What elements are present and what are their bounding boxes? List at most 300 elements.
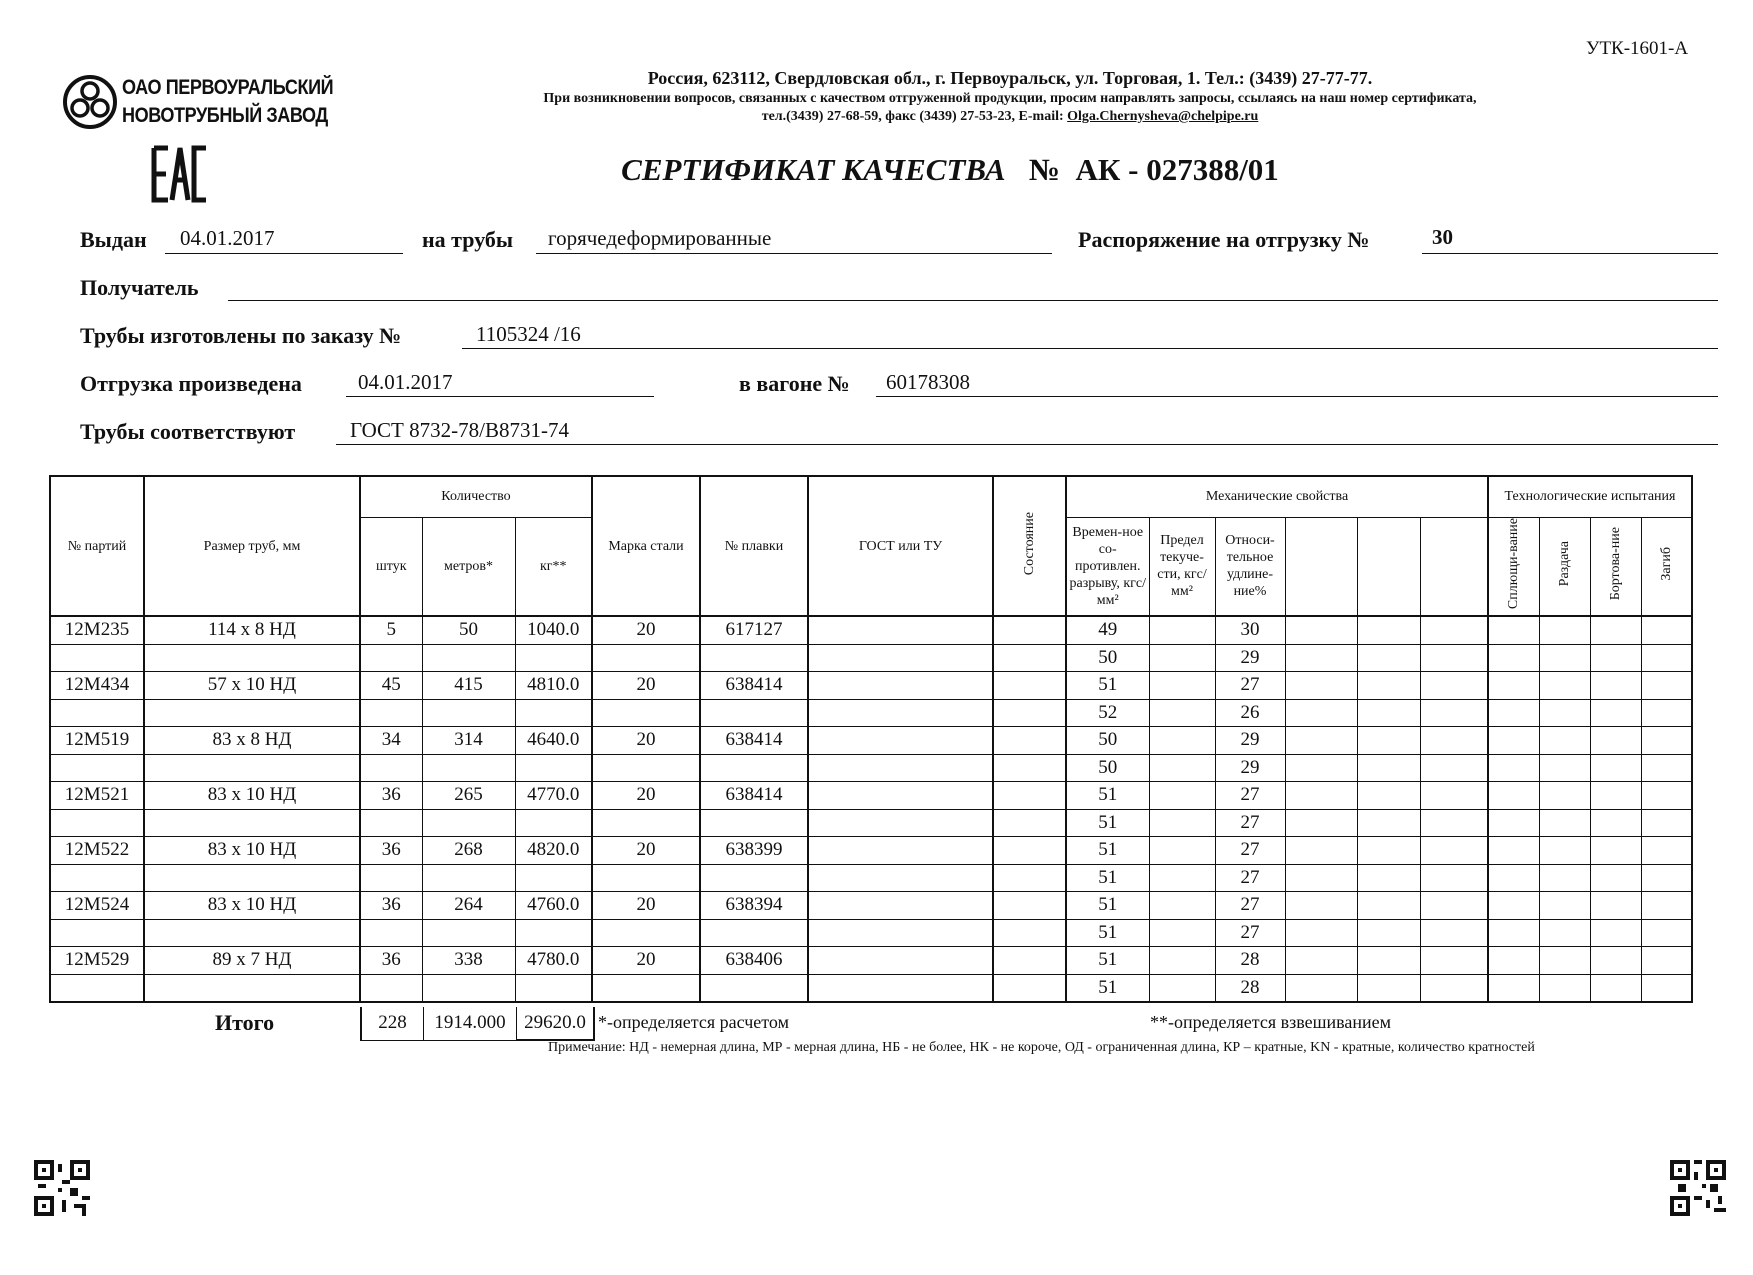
cell-expansion (1539, 892, 1590, 920)
cell-expansion (1539, 672, 1590, 700)
cell-bend (1641, 727, 1692, 755)
cell-size: 57 х 10 НД (144, 672, 360, 700)
cell-kg (515, 644, 592, 672)
cell-state (993, 809, 1066, 837)
cell-tensile: 51 (1066, 892, 1149, 920)
cell-mech-empty (1420, 644, 1488, 672)
total-meters: 1914.000 (424, 1007, 517, 1040)
cell-heat (700, 644, 808, 672)
header-flanging (1590, 517, 1641, 616)
cell-heat (700, 699, 808, 727)
cell-elongation: 28 (1215, 947, 1285, 975)
cell-gost (808, 892, 993, 920)
cell-mech-empty (1285, 727, 1357, 755)
shipment-date-value: 04.01.2017 (358, 370, 453, 394)
cell-heat (700, 809, 808, 837)
shipment-date-underline (346, 396, 654, 397)
cell-yield (1149, 919, 1215, 947)
certificate-number-sign: № (1028, 152, 1060, 187)
table-row (50, 699, 1692, 727)
cell-expansion (1539, 727, 1590, 755)
cell-mech-empty (1285, 782, 1357, 810)
table-row (50, 864, 1692, 892)
cell-batch: 12М519 (50, 727, 144, 755)
cell-mech-empty (1420, 782, 1488, 810)
header-bend (1641, 517, 1692, 616)
cell-expansion (1539, 699, 1590, 727)
issued-value: 04.01.2017 (180, 226, 275, 250)
cell-mech-empty (1285, 754, 1357, 782)
cell-state (993, 974, 1066, 1002)
cell-flanging (1590, 864, 1641, 892)
cell-bend (1641, 892, 1692, 920)
cell-yield (1149, 837, 1215, 865)
cell-batch: 12М235 (50, 616, 144, 644)
table-row (50, 616, 1692, 644)
cell-pcs (360, 644, 422, 672)
cell-flanging (1590, 782, 1641, 810)
cell-yield (1149, 864, 1215, 892)
cell-flattening (1488, 727, 1539, 755)
cell-pcs: 36 (360, 947, 422, 975)
contact-phones: тел.(3439) 27-68-59, факс (3439) 27-53-23, E-mail: (761, 109, 1068, 124)
cell-mech-empty (1420, 727, 1488, 755)
cell-bend (1641, 754, 1692, 782)
issued-underline (165, 253, 403, 254)
cell-mech-empty (1420, 616, 1488, 644)
cell-expansion (1539, 974, 1590, 1002)
cell-mech-empty (1285, 919, 1357, 947)
header-bend-text: Загиб (1658, 546, 1674, 581)
cell-pcs (360, 974, 422, 1002)
cell-gost (808, 974, 993, 1002)
header-tensile: Времен-ное со-противлен. разрыву, кгс/мм² (1066, 517, 1149, 616)
cell-size: 114 х 8 НД (144, 616, 360, 644)
cell-steel (592, 974, 700, 1002)
cell-heat: 638414 (700, 727, 808, 755)
table-row (50, 892, 1692, 920)
cell-elongation: 30 (1215, 616, 1285, 644)
cell-bend (1641, 947, 1692, 975)
cell-bend (1641, 616, 1692, 644)
cell-flanging (1590, 919, 1641, 947)
cell-flanging (1590, 837, 1641, 865)
cell-state (993, 892, 1066, 920)
table-row (50, 754, 1692, 782)
cell-elongation: 27 (1215, 837, 1285, 865)
cell-elongation: 27 (1215, 919, 1285, 947)
cell-mech-empty (1285, 672, 1357, 700)
cell-expansion (1539, 754, 1590, 782)
cell-mech-empty (1357, 754, 1420, 782)
cell-tensile: 51 (1066, 864, 1149, 892)
cell-mech-empty (1285, 699, 1357, 727)
cell-yield (1149, 782, 1215, 810)
cell-mech-empty (1357, 782, 1420, 810)
cell-heat: 638414 (700, 782, 808, 810)
cell-bend (1641, 809, 1692, 837)
cell-elongation: 27 (1215, 672, 1285, 700)
cell-steel (592, 864, 700, 892)
cell-mech-empty (1285, 974, 1357, 1002)
cell-batch: 12М522 (50, 837, 144, 865)
cell-heat: 638399 (700, 837, 808, 865)
cell-bend (1641, 699, 1692, 727)
cell-yield (1149, 644, 1215, 672)
cell-mech-empty (1285, 837, 1357, 865)
contact-phone-line (360, 109, 1660, 125)
cell-size (144, 809, 360, 837)
cell-yield (1149, 699, 1215, 727)
cell-steel: 20 (592, 782, 700, 810)
cell-batch: 12М434 (50, 672, 144, 700)
cell-elongation: 27 (1215, 782, 1285, 810)
cell-bend (1641, 864, 1692, 892)
cell-flattening (1488, 864, 1539, 892)
cell-pcs: 45 (360, 672, 422, 700)
cell-flanging (1590, 644, 1641, 672)
cell-flattening (1488, 809, 1539, 837)
cell-gost (808, 837, 993, 865)
cell-pcs: 5 (360, 616, 422, 644)
cell-bend (1641, 644, 1692, 672)
cell-pcs (360, 699, 422, 727)
cell-flattening (1488, 644, 1539, 672)
pipes-value: горячедеформированные (548, 226, 772, 250)
cell-bend (1641, 919, 1692, 947)
header-expansion-text: Раздача (1557, 541, 1572, 587)
cell-tensile: 51 (1066, 837, 1149, 865)
cell-yield (1149, 754, 1215, 782)
cell-tensile: 50 (1066, 754, 1149, 782)
company-logo-icon (62, 74, 118, 130)
company-name-line2: НОВОТРУБНЫЙ ЗАВОД (122, 104, 328, 127)
cell-elongation: 27 (1215, 892, 1285, 920)
cell-mech-empty (1285, 892, 1357, 920)
pipes-underline (536, 253, 1052, 254)
cell-mech-empty (1285, 864, 1357, 892)
header-size: Размер труб, мм (144, 476, 360, 616)
wagon-label: в вагоне № (739, 371, 850, 396)
cell-batch (50, 699, 144, 727)
cell-tensile: 51 (1066, 974, 1149, 1002)
cell-meters (422, 974, 515, 1002)
cell-mech-empty (1357, 672, 1420, 700)
cell-meters: 415 (422, 672, 515, 700)
issued-label: Выдан (80, 227, 147, 252)
cell-tensile: 51 (1066, 919, 1149, 947)
made-by-order-underline (462, 348, 1718, 349)
cell-state (993, 644, 1066, 672)
cell-pcs: 36 (360, 837, 422, 865)
cell-meters: 265 (422, 782, 515, 810)
cell-elongation: 26 (1215, 699, 1285, 727)
contact-email-link[interactable]: Olga.Chernysheva@chelpipe.ru (1067, 109, 1259, 124)
cell-state (993, 699, 1066, 727)
header-flattening (1488, 517, 1539, 616)
cell-flattening (1488, 754, 1539, 782)
header-state-text: Состояние (1022, 511, 1037, 576)
cell-tensile: 52 (1066, 699, 1149, 727)
header-mech-empty-3 (1420, 517, 1488, 616)
cell-tensile: 49 (1066, 616, 1149, 644)
header-state (993, 476, 1066, 616)
cell-elongation: 29 (1215, 727, 1285, 755)
cell-mech-empty (1420, 809, 1488, 837)
certificate-title-label: СЕРТИФИКАТ КАЧЕСТВА (621, 152, 1006, 187)
cell-pcs (360, 919, 422, 947)
cell-steel (592, 754, 700, 782)
totals-row (360, 1007, 595, 1041)
cell-tensile: 51 (1066, 809, 1149, 837)
cell-yield (1149, 616, 1215, 644)
cell-state (993, 782, 1066, 810)
cell-mech-empty (1420, 754, 1488, 782)
cell-expansion (1539, 809, 1590, 837)
table-row (50, 974, 1692, 1002)
cell-mech-empty (1420, 919, 1488, 947)
company-logo (62, 72, 334, 138)
cell-meters: 50 (422, 616, 515, 644)
cell-mech-empty (1357, 837, 1420, 865)
cell-mech-empty (1357, 974, 1420, 1002)
header-elongation: Относи-тельное удлине-ние% (1215, 517, 1285, 616)
header-mech-empty-1 (1285, 517, 1357, 616)
shipment-order-label: Распоряжение на отгрузку № (1078, 227, 1370, 252)
cell-expansion (1539, 837, 1590, 865)
cell-yield (1149, 809, 1215, 837)
cell-gost (808, 644, 993, 672)
header-meters: метров* (422, 517, 515, 616)
factory-address: Россия, 623112, Свердловская обл., г. Первоуральск, ул. Торговая, 1. Тел.: (3439) 27-77-77. (647, 68, 1373, 88)
cell-mech-empty (1420, 837, 1488, 865)
cell-mech-empty (1420, 864, 1488, 892)
cell-expansion (1539, 864, 1590, 892)
cell-meters (422, 754, 515, 782)
cell-flattening (1488, 782, 1539, 810)
cell-flanging (1590, 672, 1641, 700)
header-kg: кг** (515, 517, 592, 616)
cell-yield (1149, 947, 1215, 975)
cell-pcs (360, 809, 422, 837)
cell-batch: 12М529 (50, 947, 144, 975)
cell-state (993, 754, 1066, 782)
qr-code-left-icon (34, 1160, 90, 1216)
cell-elongation: 27 (1215, 864, 1285, 892)
cell-meters (422, 864, 515, 892)
cell-kg: 1040.0 (515, 616, 592, 644)
cell-flanging (1590, 616, 1641, 644)
cell-mech-empty (1357, 727, 1420, 755)
cell-expansion (1539, 644, 1590, 672)
header-yield: Предел текуче-сти, кгс/мм² (1149, 517, 1215, 616)
cell-flattening (1488, 672, 1539, 700)
cell-state (993, 727, 1066, 755)
cell-gost (808, 809, 993, 837)
cell-heat: 638414 (700, 672, 808, 700)
cell-mech-empty (1420, 974, 1488, 1002)
cell-pcs: 36 (360, 782, 422, 810)
cell-kg: 4760.0 (515, 892, 592, 920)
cell-flanging (1590, 974, 1641, 1002)
cell-meters: 264 (422, 892, 515, 920)
cell-mech-empty (1357, 892, 1420, 920)
cell-expansion (1539, 782, 1590, 810)
cell-tensile: 51 (1066, 947, 1149, 975)
cell-batch (50, 919, 144, 947)
cell-meters (422, 699, 515, 727)
company-name-line1: ОАО ПЕРВОУРАЛЬСКИЙ (122, 76, 334, 99)
cell-mech-empty (1420, 892, 1488, 920)
header-gost: ГОСТ или ТУ (808, 476, 993, 616)
cell-size (144, 974, 360, 1002)
cell-expansion (1539, 616, 1590, 644)
cell-size: 83 х 10 НД (144, 892, 360, 920)
cell-pcs (360, 864, 422, 892)
cell-steel (592, 809, 700, 837)
cell-state (993, 919, 1066, 947)
eac-mark-icon (150, 144, 210, 204)
cell-flanging (1590, 892, 1641, 920)
cell-heat (700, 754, 808, 782)
cell-expansion (1539, 947, 1590, 975)
made-by-order-value: 1105324 /16 (476, 322, 581, 346)
cell-flattening (1488, 837, 1539, 865)
conform-label: Трубы соответствуют (80, 419, 296, 444)
cell-bend (1641, 782, 1692, 810)
cell-size (144, 864, 360, 892)
cell-size: 83 х 10 НД (144, 837, 360, 865)
header-technological: Технологические испытания (1488, 476, 1692, 517)
cell-size: 89 х 7 НД (144, 947, 360, 975)
cell-mech-empty (1357, 616, 1420, 644)
cell-tensile: 51 (1066, 672, 1149, 700)
cell-pcs (360, 754, 422, 782)
contact-note: При возникновении вопросов, связанных с качеством отгруженной продукции, просим направлять запросы, ссылаясь на наш номер сертификата, (543, 91, 1477, 106)
cell-meters: 314 (422, 727, 515, 755)
cell-mech-empty (1285, 616, 1357, 644)
cell-mech-empty (1420, 672, 1488, 700)
header-batch: № партий (50, 476, 144, 616)
cell-yield (1149, 727, 1215, 755)
cell-steel (592, 919, 700, 947)
cell-tensile: 51 (1066, 782, 1149, 810)
cell-size (144, 919, 360, 947)
cell-mech-empty (1285, 644, 1357, 672)
header-heat: № плавки (700, 476, 808, 616)
cell-gost (808, 919, 993, 947)
cell-flattening (1488, 974, 1539, 1002)
certificate-number: АК - 027388/01 (1075, 152, 1279, 187)
header-flanging-text: Бортова-ние (1608, 527, 1623, 601)
cell-pcs: 36 (360, 892, 422, 920)
note-calculated: *-определяется расчетом (598, 1012, 789, 1032)
shipment-date-label: Отгрузка произведена (80, 371, 302, 396)
cell-mech-empty (1357, 809, 1420, 837)
header-quantity: Количество (360, 476, 592, 517)
wagon-underline (876, 396, 1718, 397)
note-weighed: **-определяется взвешиванием (1150, 1012, 1392, 1032)
cell-state (993, 947, 1066, 975)
cell-flattening (1488, 892, 1539, 920)
cell-kg (515, 974, 592, 1002)
total-kg: 29620.0 (517, 1007, 595, 1040)
header-flattening-text: Сплющи-вание (1506, 518, 1522, 610)
cell-yield (1149, 892, 1215, 920)
cell-heat (700, 864, 808, 892)
cell-meters (422, 644, 515, 672)
cell-flattening (1488, 699, 1539, 727)
cell-gost (808, 754, 993, 782)
remark-note: Примечание: НД - немерная длина, МР - мерная длина, НБ - не более, НК - не короче, ОД - ограниченная длина, КР – кратные, KN - кратные, количество кратностей (548, 1040, 1535, 1055)
cell-flattening (1488, 616, 1539, 644)
cell-steel (592, 699, 700, 727)
cell-yield (1149, 672, 1215, 700)
cell-batch: 12М521 (50, 782, 144, 810)
cell-meters: 268 (422, 837, 515, 865)
cell-kg (515, 809, 592, 837)
cell-yield (1149, 974, 1215, 1002)
conform-underline (336, 444, 1718, 445)
cell-size (144, 754, 360, 782)
cell-kg: 4820.0 (515, 837, 592, 865)
table-row (50, 644, 1692, 672)
cell-steel: 20 (592, 892, 700, 920)
table-row (50, 782, 1692, 810)
cell-kg: 4780.0 (515, 947, 592, 975)
cell-state (993, 616, 1066, 644)
cell-meters: 338 (422, 947, 515, 975)
cell-tensile: 50 (1066, 727, 1149, 755)
header-mechanical: Механические свойства (1066, 476, 1488, 517)
cell-state (993, 672, 1066, 700)
cell-state (993, 864, 1066, 892)
cell-heat: 638406 (700, 947, 808, 975)
cell-pcs: 34 (360, 727, 422, 755)
cell-kg (515, 919, 592, 947)
cell-elongation: 27 (1215, 809, 1285, 837)
table-row (50, 947, 1692, 975)
cell-elongation: 29 (1215, 754, 1285, 782)
form-code: УТК-1601-А (1586, 38, 1689, 59)
cell-batch (50, 809, 144, 837)
table-row (50, 672, 1692, 700)
cell-flanging (1590, 947, 1641, 975)
cell-state (993, 837, 1066, 865)
cell-gost (808, 864, 993, 892)
cell-batch (50, 864, 144, 892)
certificate-title (540, 152, 1360, 188)
cell-gost (808, 947, 993, 975)
cell-kg (515, 754, 592, 782)
cell-size: 83 х 10 НД (144, 782, 360, 810)
table-row (50, 919, 1692, 947)
cell-bend (1641, 672, 1692, 700)
cell-gost (808, 727, 993, 755)
cell-heat (700, 919, 808, 947)
cell-flattening (1488, 947, 1539, 975)
cell-gost (808, 782, 993, 810)
cell-batch (50, 974, 144, 1002)
recipient-label: Получатель (80, 275, 199, 300)
cell-mech-empty (1357, 864, 1420, 892)
cell-steel (592, 644, 700, 672)
cell-batch (50, 644, 144, 672)
cell-gost (808, 616, 993, 644)
header-pcs: штук (360, 517, 422, 616)
cell-kg: 4640.0 (515, 727, 592, 755)
totals-label: Итого (215, 1010, 275, 1035)
